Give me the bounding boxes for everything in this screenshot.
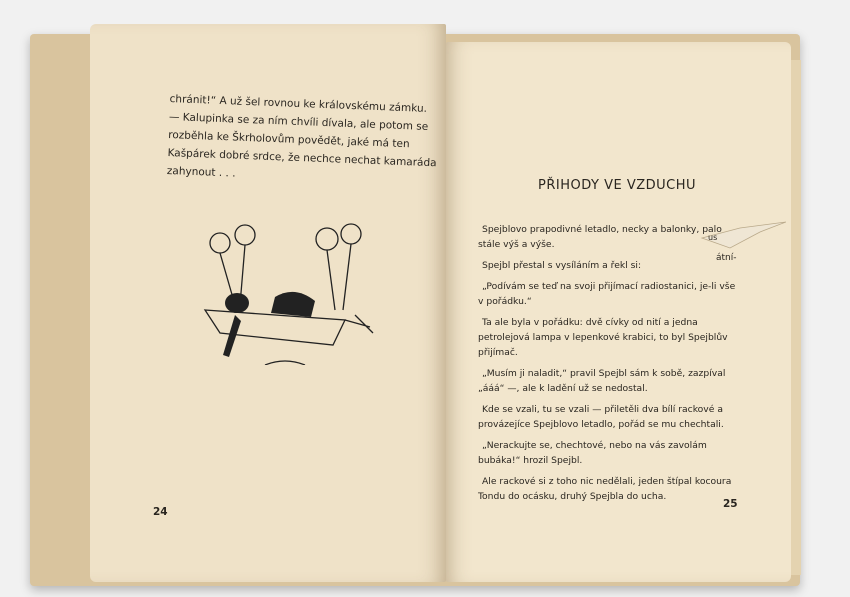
paragraph: Ta ale byla v pořádku: dvě cívky od nití a jedna petrolejová lampa v lepenkové krabici, to byl Spejblův přijímač. — [478, 317, 728, 358]
paragraph: Ale rackové si z toho nic nedělali, jeden štípal kocoura Tondu do ocásku, druhý Spejbla do ucha. — [478, 476, 732, 502]
paragraph: „Nerackujte se, chechtové, nebo na vás zavolám bubáka!“ hrozil Spejbl. — [478, 440, 707, 466]
left-page-text — [167, 90, 440, 190]
left-paragraph: chránit!“ A už šel rovnou ke královskému zámku. — Kalupinka se za ním chvíli dívala, ale potom se rozběhla ke Škrholovům povědět, jaké má ten Kašpárek dobré srdce, že nechce nechat kamaráda zahynout . . . — [166, 92, 437, 180]
page-number-left: 24 — [153, 506, 168, 518]
paragraph: Spejbl přestal s vysíláním a řekl si: — [482, 260, 642, 271]
page-number-right: 25 — [723, 498, 738, 510]
right-page-text — [478, 222, 740, 510]
tear-fragment: us — [708, 233, 718, 242]
paragraph: „Podívám se teď na svoji přijímací radiostanici, je-li vše v pořádku.“ — [478, 281, 736, 307]
chapter-title: PŘIHODY VE VZDUCHU — [538, 178, 697, 193]
page-edges — [791, 60, 801, 575]
paragraph: „Musím ji naladit,“ pravil Spejbl sám k sobě, zazpíval „ááá“ —, ale k ladění už se nedostal. — [478, 368, 726, 394]
paragraph: Kde se vzali, tu se vzali — přiletěli dva bílí rackové a provázejíce Spejblovo letadlo, pořád se mu chechtali. — [478, 404, 724, 430]
illustration-balloon-boat — [195, 215, 375, 365]
tear-fragment: átní- — [716, 253, 737, 263]
paragraph: Spejblovo prapodivné letadlo, necky a balonky, palo stále výš a výše. — [478, 224, 722, 250]
